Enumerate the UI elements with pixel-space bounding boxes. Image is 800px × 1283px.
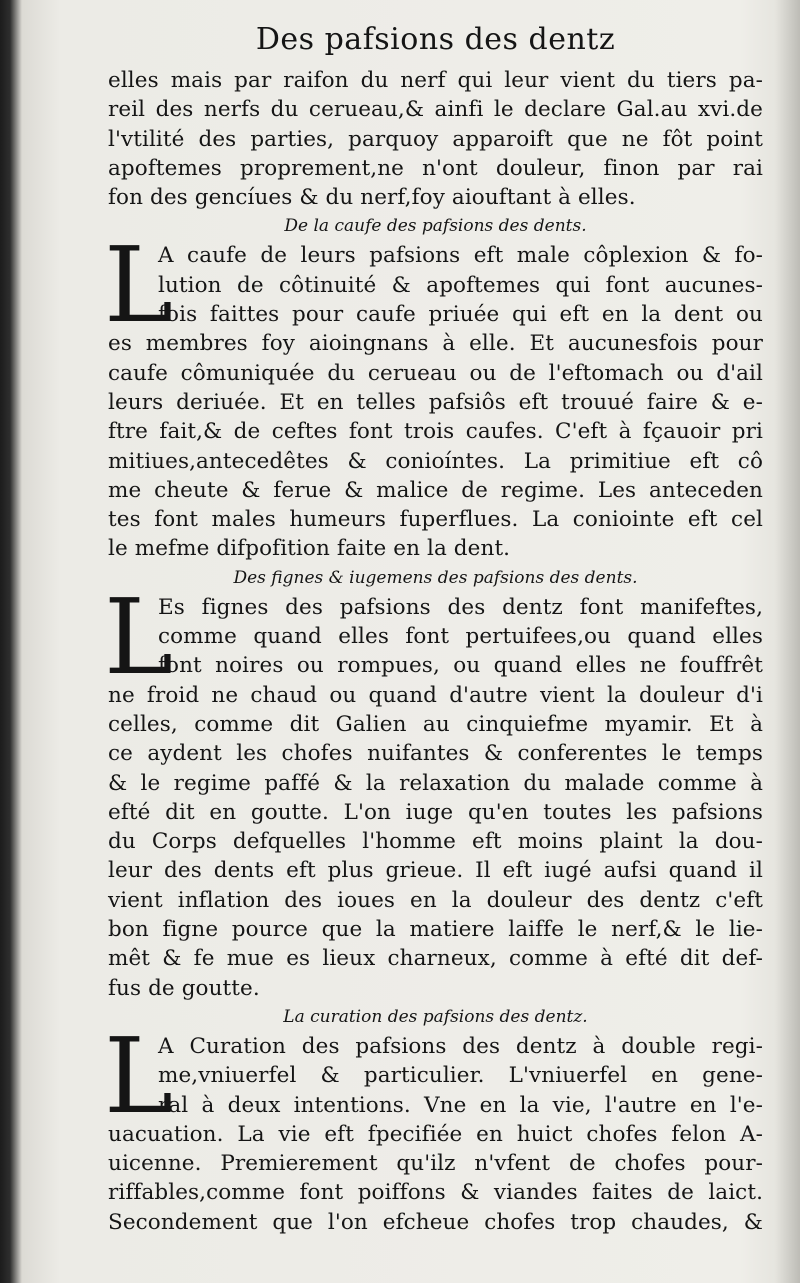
text-line: vient inflation des ioues en la douleur des dentz c'eft [108,887,763,913]
text-line: fus de goutte. [108,975,260,1001]
text-line: du Corps defquelles l'homme eft moins plaint la dou- [108,829,763,855]
text-line: A caufe de leurs pafsions eft male côplexion & fo- [158,243,763,269]
text-line: ce aydent les chofes nuifantes & conferentes le temps [108,741,763,767]
page-content [104,20,763,1237]
text-line: efté dit en goutte. L'on iuge qu'en toutes les pafsions [108,799,763,825]
text-line: Es fignes des pafsions des dentz font manifeftes, [158,594,763,620]
text-line: ne froid ne chaud ou quand d'autre vient la douleur d'i [108,682,763,708]
text-line: riffables,comme font poiffons & viandes faites de laict. [108,1180,763,1206]
text-line: tes font males humeurs fuperflues. La coniointe eft cel [108,507,763,533]
text-line: lution de côtinuité & apoftemes qui font aucunes- [158,272,763,298]
text-line: elles mais par raifon du nerf qui leur vient du tiers pa- [108,68,763,93]
text-line: celles, comme dit Galien au cinquiefme myamir. Et à [108,711,763,737]
text-line: me,vniuerfel & particulier. L'vniuerfel en gene- [158,1063,763,1089]
section-curation [104,1014,763,1237]
running-head: Des pafsions des dentz [255,22,616,57]
text-line: uicenne. Premierement qu'ilz n'vfent de chofes pour- [108,1151,763,1177]
section-heading-signs: Des fignes & iugemens des pafsions des dents. [233,567,638,588]
text-line: fon des gencíues & du nerf,foy aiouftant à elles. [108,185,636,211]
text-line: es membres foy aioingnans à elle. Et aucunesfois pour [108,331,763,357]
drop-cap: L [104,224,174,347]
text-line: me cheute & ferue & malice de regime. Les anteceden [108,477,763,503]
text-line: ral à deux intentions. Vne en la vie, l'autre en l'e- [158,1092,763,1118]
text-line: Secondement que l'on efcheue chofes trop chaudes, & [108,1209,763,1235]
drop-cap: L [104,575,174,698]
text-line: bon figne pource que la matiere laiffe le nerf,& le lie- [108,917,763,943]
text-line: uacuation. La vie eft fpecifiée en huict chofes felon A- [108,1121,763,1147]
text-line: fois faittes pour caufe priuée qui eft en la dent ou [158,302,763,328]
text-line: comme quand elles font pertuifees,ou quand elles [158,624,763,650]
text-line: ftre fait,& de ceftes font trois caufes. C'eft à fçauoir pri [108,419,763,445]
text-line: reil des nerfs du cerueau,& ainfi le declare Gal.au xvi.de [108,97,763,123]
text-line: A Curation des pafsions des dentz à double regi- [158,1033,763,1059]
text-line: leur des dents eft plus grieue. Il eft iugé aufsi quand il [108,858,763,884]
text-line: le mefme difpofition faite en la dent. [108,536,511,562]
section-heading-cause: De la caufe des pafsions des dents. [284,216,587,237]
text-line: l'vtilité des parties, parquoy apparoift que ne fôt point [108,126,763,152]
intro-paragraph [108,66,763,212]
text-line: font noires ou rompues, ou quand elles ne fouffrêt [158,653,763,679]
text-line: caufe cômuniquée du cerueau ou de l'eftomach ou d'ail [108,360,763,386]
text-line: mêt & fe mue es lieux charneux, comme à efté dit def- [108,946,763,972]
section-heading-curation: La curation des pafsions des dentz. [283,1006,588,1027]
drop-cap: L [104,1014,174,1137]
text-line: leurs deriuée. Et en telles pafsiôs eft trouué faire & e- [108,389,763,415]
text-line: mitiues,antecedêtes & conioíntes. La primitiue eft cô [108,448,763,474]
text-line: & le regime paffé & la relaxation du malade comme à [108,770,763,796]
text-line: apoftemes proprement,ne n'ont douleur, finon par rai [108,155,763,181]
